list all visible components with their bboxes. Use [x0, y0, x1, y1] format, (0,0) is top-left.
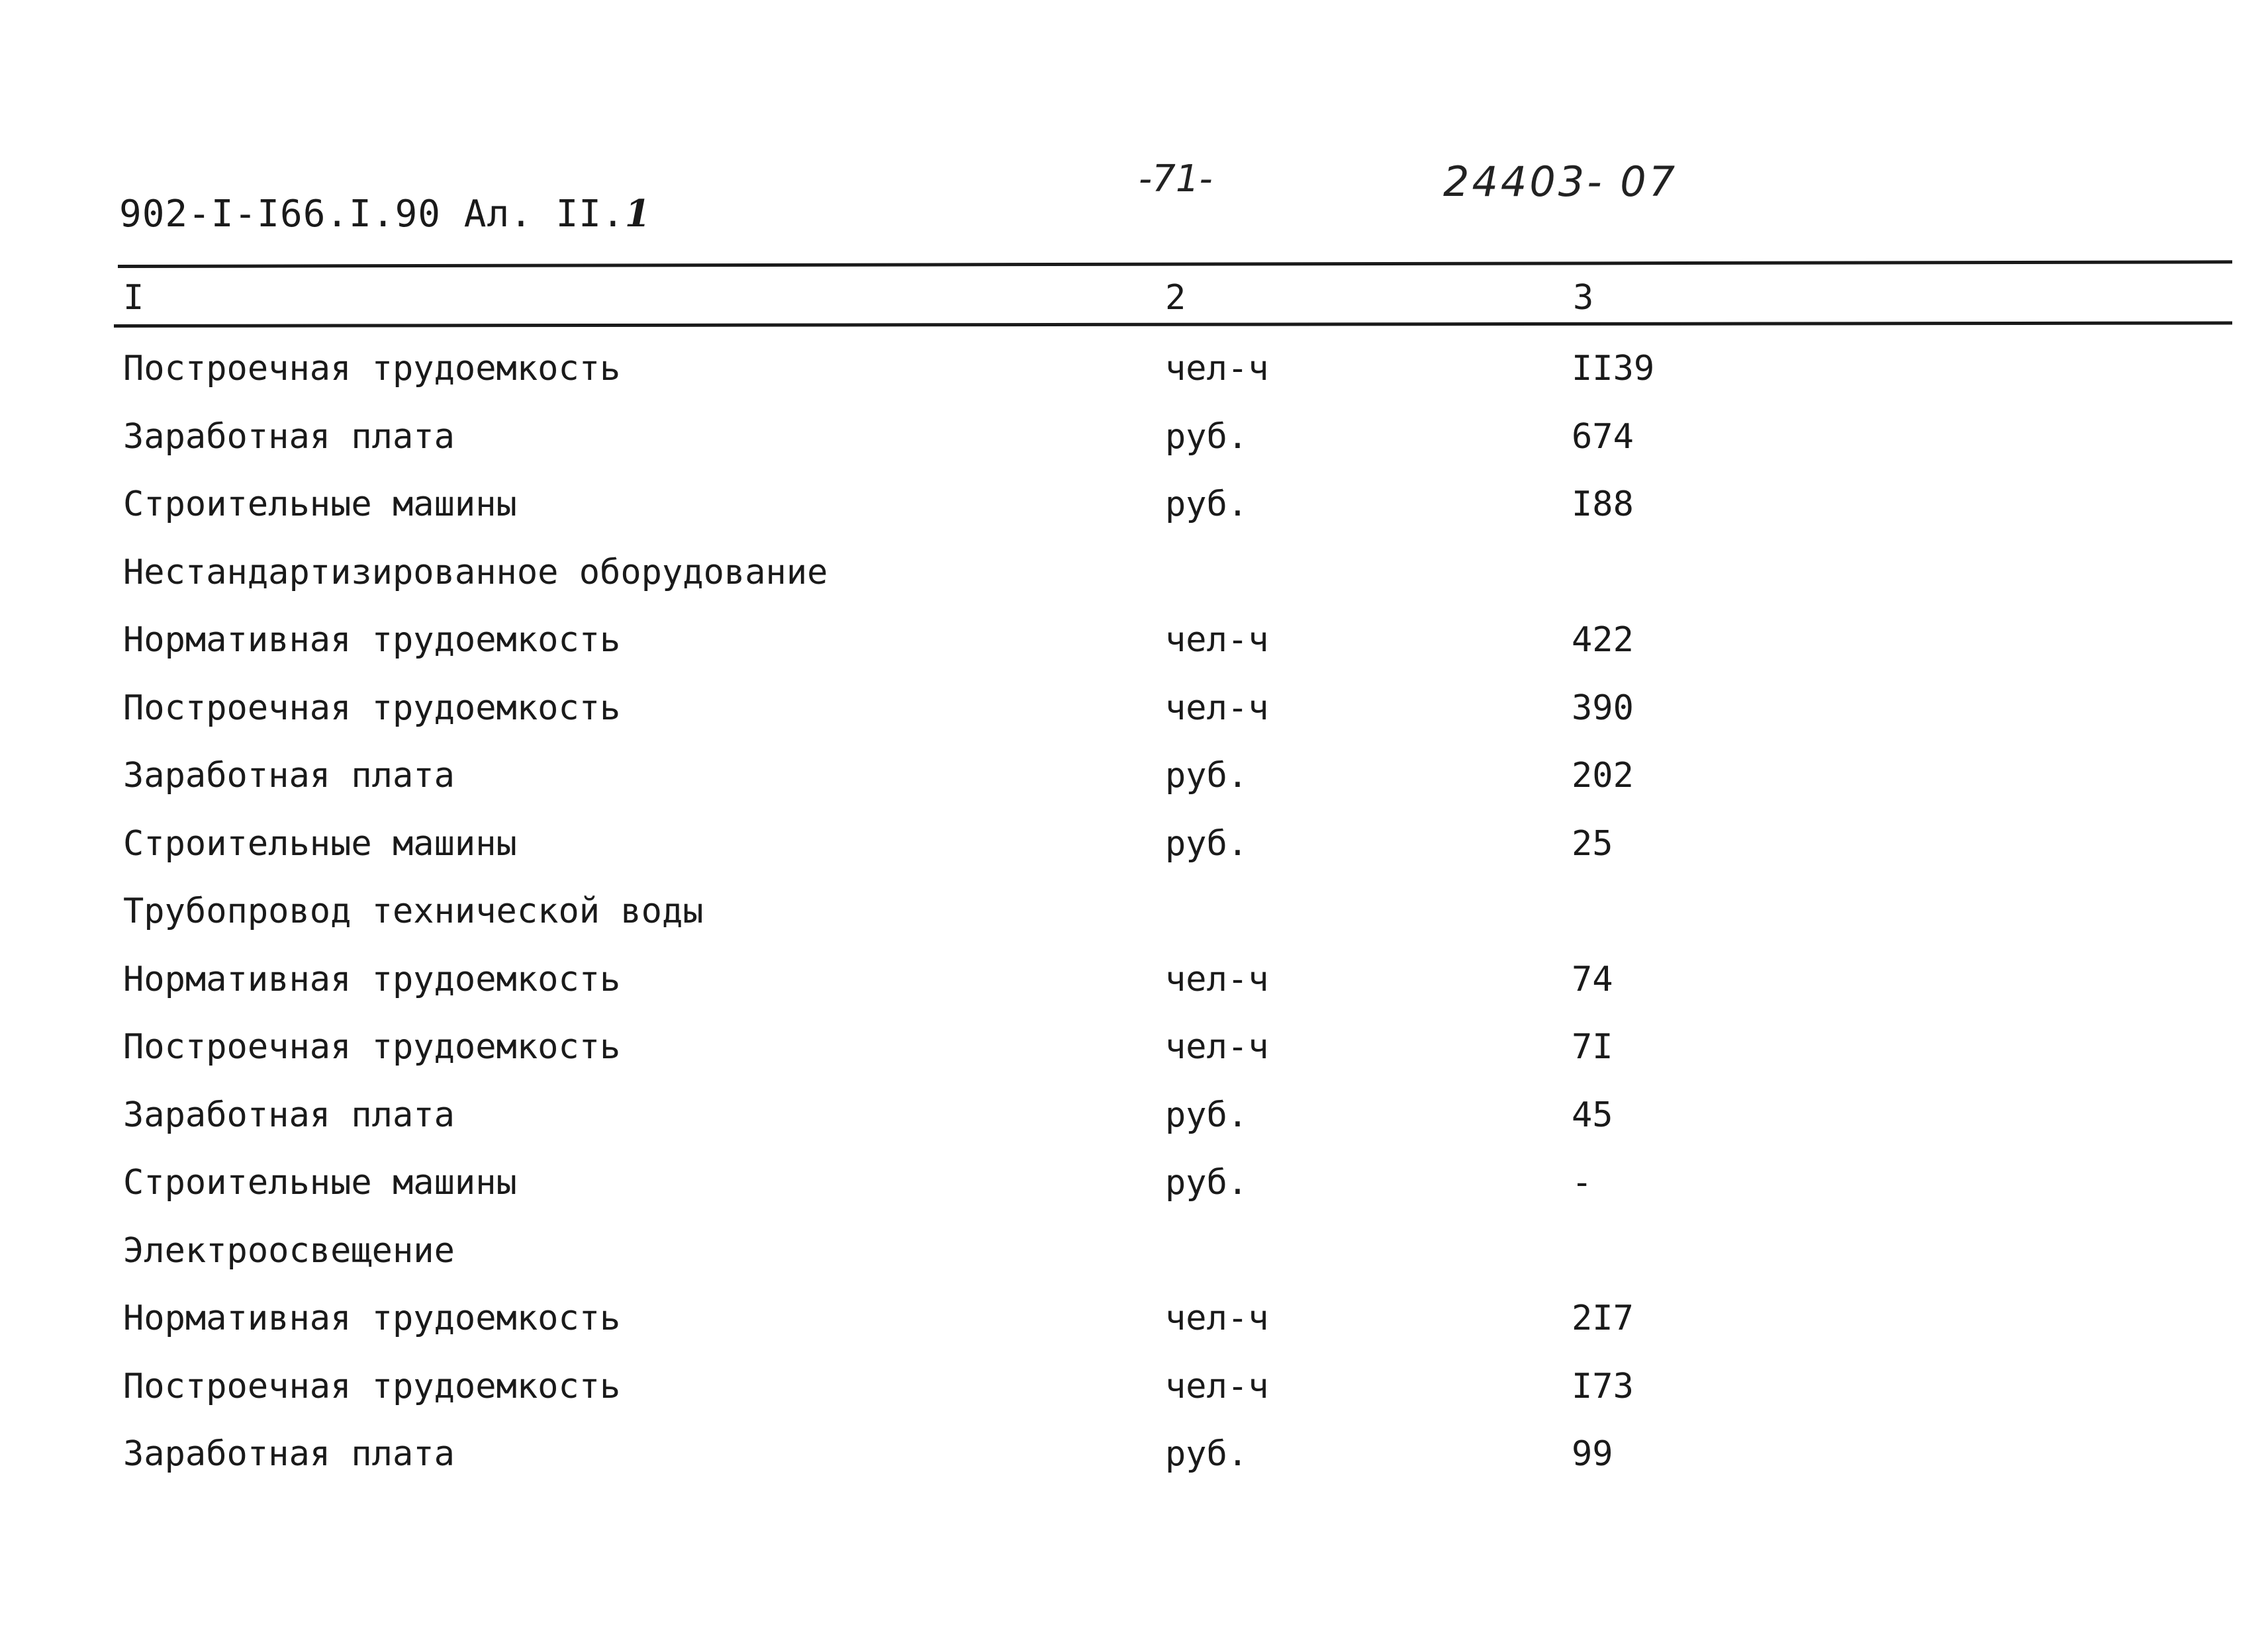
row-value: I73: [1572, 1366, 1634, 1406]
row-name: Нормативная трудоемкость: [123, 1299, 621, 1338]
table-row: [0, 1228, 2268, 1296]
row-unit: руб.: [1165, 1095, 1249, 1135]
row-value: I88: [1572, 484, 1634, 524]
archive-number: 24403- 07: [1443, 158, 1678, 206]
column-header-2: 2: [1165, 278, 1186, 318]
table-row: [0, 414, 2268, 482]
row-name: Нормативная трудоемкость: [123, 959, 621, 999]
table-row: [0, 549, 2268, 617]
row-name: Построечная трудоемкость: [123, 1027, 621, 1067]
table-row: [0, 753, 2268, 821]
row-value: 390: [1572, 688, 1634, 728]
row-name: Заработная плата: [123, 756, 455, 796]
row-name: Заработная плата: [123, 1434, 455, 1474]
row-unit: чел-ч: [1165, 688, 1269, 728]
table-row: [0, 1092, 2268, 1160]
row-name: Строительные машины: [123, 1163, 517, 1203]
row-value: 202: [1572, 756, 1634, 796]
row-name: Нестандартизированное оборудование: [123, 552, 828, 592]
document-code-text: 902-I-I66.I.90 Ал. II.: [119, 193, 625, 236]
table-row: [0, 888, 2268, 956]
row-unit: чел-ч: [1165, 1366, 1269, 1406]
row-unit: руб.: [1165, 823, 1249, 864]
table-top-rule: [118, 260, 2232, 268]
row-name: Трубопровод технической воды: [123, 891, 704, 931]
row-unit: чел-ч: [1165, 1299, 1269, 1338]
table-row: [0, 1160, 2268, 1228]
table-row: [0, 345, 2268, 414]
row-value: 45: [1572, 1095, 1613, 1135]
row-value: 7I: [1572, 1027, 1613, 1067]
table-header-rule: [114, 322, 2232, 328]
table-row: [0, 1363, 2268, 1432]
row-name: Построечная трудоемкость: [123, 688, 621, 728]
table-row: [0, 821, 2268, 889]
table-row: [0, 956, 2268, 1025]
row-unit: чел-ч: [1165, 349, 1269, 388]
sheet-number-handwritten: 1: [624, 192, 651, 236]
page-number: -71-: [1139, 158, 1213, 201]
table-row: [0, 685, 2268, 753]
table-row: [0, 1431, 2268, 1499]
row-unit: руб.: [1165, 416, 1249, 457]
column-header-1: I: [123, 278, 144, 318]
table-body: [0, 345, 2268, 1499]
row-name: Строительные машины: [123, 484, 517, 524]
table-row: [0, 1024, 2268, 1092]
row-value: 99: [1572, 1434, 1613, 1474]
row-name: Заработная плата: [123, 1095, 455, 1135]
row-name: Построечная трудоемкость: [123, 1366, 621, 1406]
row-unit: чел-ч: [1165, 620, 1269, 660]
column-header-3: 3: [1573, 278, 1594, 318]
row-unit: руб.: [1165, 756, 1249, 796]
row-name: Строительные машины: [123, 823, 517, 864]
table-row: [0, 1295, 2268, 1363]
row-unit: руб.: [1165, 1163, 1249, 1203]
table-row: [0, 481, 2268, 549]
row-value: 422: [1572, 620, 1634, 660]
table-row: [0, 617, 2268, 685]
row-name: Заработная плата: [123, 416, 455, 457]
row-value: II39: [1572, 349, 1655, 388]
row-unit: руб.: [1165, 1434, 1249, 1474]
row-name: Построечная трудоемкость: [123, 349, 621, 388]
row-value: 74: [1572, 959, 1613, 999]
row-unit: чел-ч: [1165, 959, 1269, 999]
row-name: Электроосвещение: [123, 1230, 455, 1271]
document-code: [119, 192, 651, 236]
row-value: 2I7: [1572, 1299, 1634, 1338]
row-unit: чел-ч: [1165, 1027, 1269, 1067]
row-value: -: [1572, 1163, 1593, 1203]
row-name: Нормативная трудоемкость: [123, 620, 621, 660]
row-value: 25: [1572, 823, 1613, 864]
row-unit: руб.: [1165, 484, 1249, 524]
row-value: 674: [1572, 416, 1634, 457]
